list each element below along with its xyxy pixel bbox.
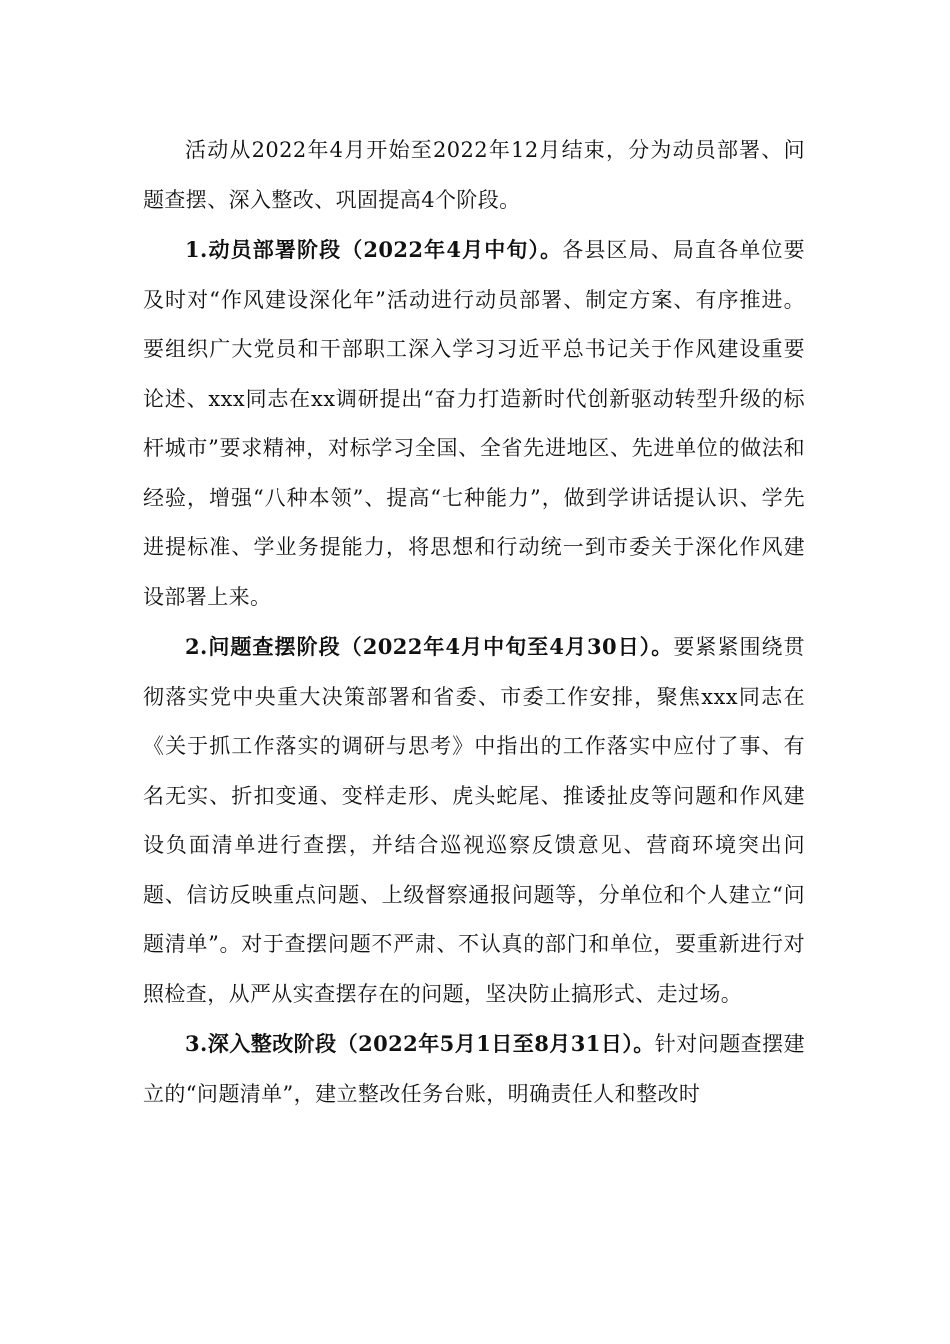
stage-1-heading: 1.动员部署阶段（2022年4月中旬）。	[185, 237, 563, 262]
paragraph-stage-2	[143, 622, 805, 1019]
stage-3-text: 针对问题查摆建立的“问题清单”，建立整改任务台账，明确责任人和整改时	[143, 1032, 805, 1106]
stage-2-text: 要紧紧围绕贯彻落实党中央重大决策部署和省委、市委工作安排，聚焦xxx同志在《关于抓工作落实的调研与思考》中指出的工作落实中应付了事、有名无实、折扣变通、变样走形、虎头蛇尾、推诿扯皮等问题和作风建设负面清单进行查摆，并结合巡视巡察反馈意见、营商环境突出问题、信访反映重点问题、上级督察通报问题等，分单位和个人建立“问题清单”。对于查摆问题不严肃、不认真的部门和单位，要重新进行对照检查，从严从实查摆存在的问题，坚决防止搞形式、走过场。	[143, 635, 806, 1006]
stage-2-heading: 2.问题查摆阶段（2022年4月中旬至4月30日）。	[185, 634, 674, 659]
paragraph-intro	[143, 126, 805, 225]
paragraph-intro-text: 活动从2022年4月开始至2022年12月结束，分为动员部署、问题查摆、深入整改、巩固提高4个阶段。	[143, 138, 805, 212]
stage-3-heading: 3.深入整改阶段（2022年5月1日至8月31日）。	[185, 1031, 655, 1056]
document-body	[143, 126, 805, 1119]
paragraph-stage-3	[143, 1019, 805, 1119]
paragraph-stage-1	[143, 225, 805, 622]
stage-1-text: 各县区局、局直各单位要及时对“作风建设深化年”活动进行动员部署、制定方案、有序推进。要组织广大党员和干部职工深入学习习近平总书记关于作风建设重要论述、xxx同志在xx调研提出“奋力打造新时代创新驱动转型升级的标杆城市”要求精神，对标学习全国、全省先进地区、先进单位的做法和经验，增强“八种本领”、提高“七种能力”，做到学讲话提认识、学先进提标准、学业务提能力，将思想和行动统一到市委关于深化作风建设部署上来。	[143, 238, 805, 609]
